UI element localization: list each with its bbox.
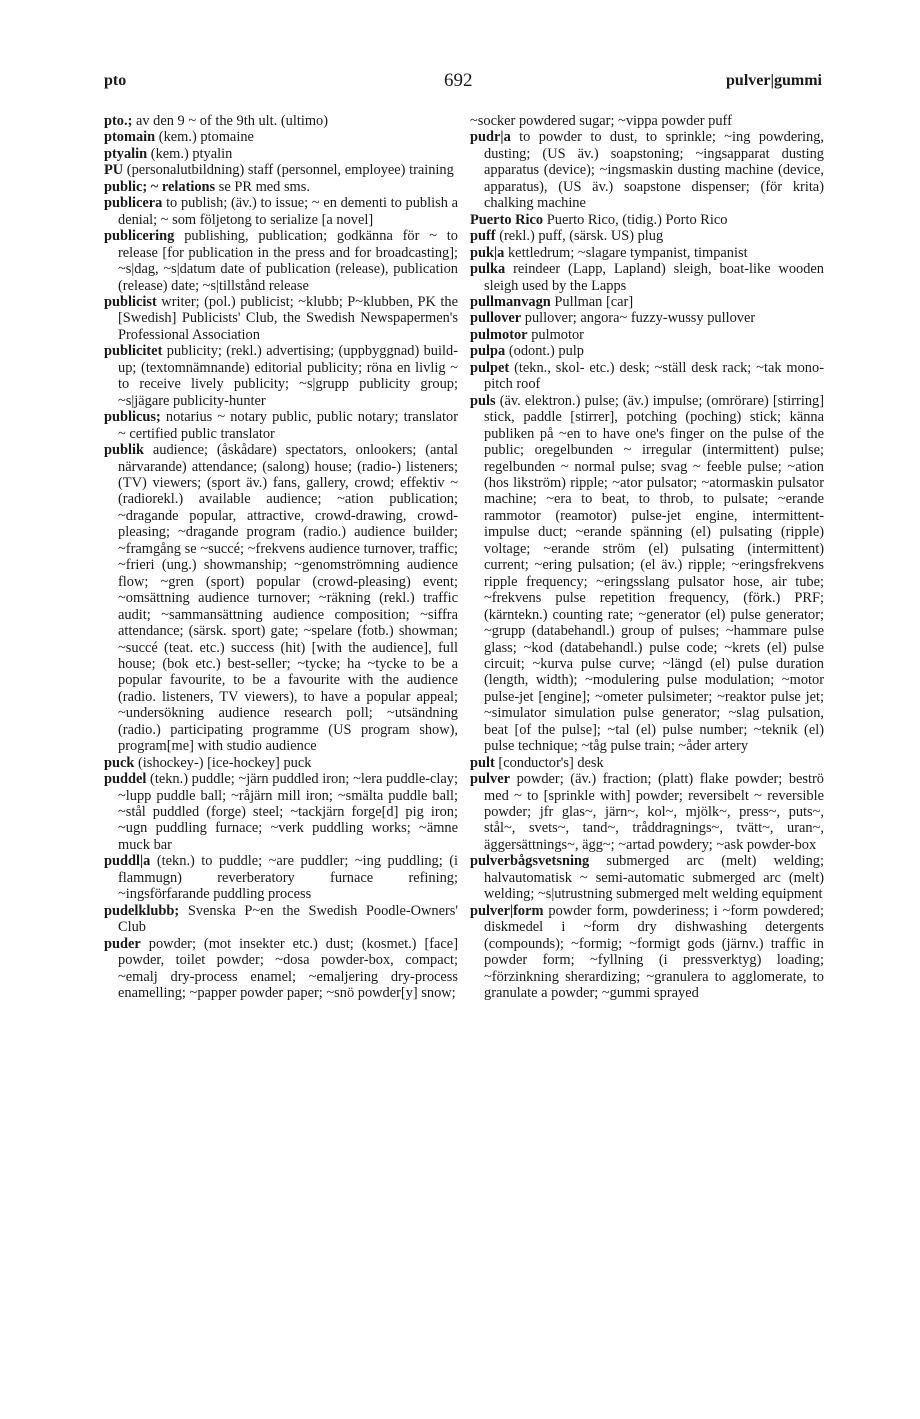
entry-definition: publishing, publication; godkänna för ~ to release [for publication in the press and for broadcasting]; ~s|dag, ~s|datum date of publication (release), publication (release) date; ~s|tillstånd release (118, 228, 458, 294)
entry-headword: publicering (104, 228, 175, 245)
entry-headword: ptyalin (104, 145, 148, 162)
dictionary-entry (104, 343, 458, 409)
entry-headword: pulka (470, 261, 506, 278)
entry-definition: [conductor's] desk (498, 754, 604, 771)
dictionary-entry (470, 771, 824, 853)
dictionary-entry (470, 129, 824, 211)
entry-headword: publicitet (104, 343, 163, 360)
entry-definition: pullover; angora~ fuzzy-wussy pullover (524, 310, 756, 327)
entry-headword: publicus; (104, 409, 161, 426)
entry-definition: Pullman [car] (554, 293, 634, 310)
entry-headword: puck (104, 754, 135, 771)
dictionary-entry (104, 162, 458, 178)
dictionary-entry (470, 113, 824, 129)
entry-definition: (tekn.) to puddle; ~are puddler; ~ing puddling; (i flammugn) reverberatory furnace refining; ~ingsförfarande puddling process (118, 853, 458, 903)
entry-headword: puk|a (470, 244, 505, 261)
entry-headword: puddl|a (104, 853, 151, 870)
dictionary-entry (104, 409, 458, 442)
entry-headword: puder (104, 935, 141, 952)
entry-headword: pudr|a (470, 129, 511, 146)
entry-headword: pulpa (470, 343, 506, 360)
entry-definition: Svenska P~en the Swedish Poodle-Owners' Club (118, 902, 458, 936)
entry-headword: puddel (104, 771, 147, 788)
entry-definition: reindeer (Lapp, Lapland) sleigh, boat-like wooden sleigh used by the Lapps (484, 261, 824, 294)
entry-definition: ~socker powdered sugar; ~vippa powder puff (470, 113, 732, 129)
entry-headword: Puerto Rico (470, 211, 544, 228)
right-guide-word: pulver|gummi (726, 72, 822, 89)
entry-definition: (personalutbildning) staff (personnel, employee) training (126, 162, 454, 179)
entry-definition: to powder to dust, to sprinkle; ~ing powdering, dusting; (US äv.) soapstoning; ~ingsapparat dusting apparatus (device); ~ingsmaskin dusting machine (device, apparatus), (US äv.) soapstone dispenser; (för krita) chalking machine (484, 129, 824, 212)
dictionary-entry (470, 343, 824, 359)
entry-definition: (odont.) pulp (508, 343, 584, 360)
entry-headword: publicera (104, 195, 163, 212)
dictionary-entry (470, 903, 824, 1002)
left-column (104, 113, 458, 1001)
entry-definition: (kem.) ptomaine (158, 129, 254, 146)
dictionary-entry (104, 755, 458, 771)
entry-definition: submerged arc (melt) welding; halvautomatisk ~ semi-automatic submerged arc (melt) welding; ~s|utrustning submerged melt welding equipment (484, 853, 824, 903)
dictionary-entry (104, 442, 458, 755)
dictionary-entry (104, 113, 458, 129)
dictionary-entry (470, 212, 824, 228)
entry-definition: powder; (mot insekter etc.) dust; (kosmet.) [face] powder, toilet powder; ~dosa powder-box, compact; ~emalj dry-process enamel; ~emaljering dry-process enamelling; ~papper powder paper; ~snö powder[y] snow; (118, 935, 458, 1002)
dictionary-entry (470, 245, 824, 261)
entry-headword: pulver|form (470, 902, 544, 919)
entry-definition: av den 9 ~ of the 9th ult. (ultimo) (136, 113, 329, 129)
entry-definition: powder; (äv.) fraction; (platt) flake powder; beströ med ~ to [sprinkle with] powder; reversibelt ~ reversible powder; jfr glas~, järn~, kol~, mjölk~, press~, puts~, stål~, svets~, tand~, tråddragnings~, tvätt~, uran~, äggersättnings~, ägg~; ~artad powdery; ~ask powder-box (484, 771, 824, 853)
entry-definition: (ishockey-) [ice-hockey] puck (138, 754, 312, 771)
entry-headword: pulpet (470, 359, 510, 376)
dictionary-entry (104, 195, 458, 228)
dictionary-entry (470, 853, 824, 902)
dictionary-entry (470, 294, 824, 310)
entry-definition: Puerto Rico, (tidig.) Porto Rico (546, 211, 728, 228)
dictionary-entry (104, 146, 458, 162)
entry-definition: (äv. elektron.) pulse; (äv.) impulse; (omrörare) [stirring] stick, paddle [stirrer], potching (poching) stick; känna publiken på ~en to have one's finger on the pulse of the public; oregelbunden ~ irregular (intermittent) pulse; regelbunden ~ normal pulse; svag ~ feeble pulse; ~ation (hos likström) ripple; ~ator pulsator; ~atormaskin pulsator machine; ~era to beat, to throb, to pulsate; ~erande rammotor (reamotor) pulse-jet engine, intermittent-impulse duct; ~erande spänning (el) pulsating (ripple) voltage; ~erande ström (el) pulsating (intermittent) current; ~ering pulsation; (el äv.) ripple; ~eringsfrekvens ripple frequency; ~eringsslang pulsator hose, air tube; ~frekvens pulse repetition frequency, (förk.) PRF; (kärntekn.) counting rate; ~generator (el) pulse generator; ~grupp (databehandl.) group of pulses; ~hammare pulse glass; ~kod (databehandl.) pulse code; ~krets (el) pulse circuit; ~kurva pulse curve; ~längd (el) pulse duration (length, width); ~modulering pulse modulation; ~motor pulse-jet [engine]; ~ometer pulsimeter; ~reaktor pulse jet; ~simulator simulation pulse generator; ~slag pulsation, beat [of the pulse]; ~tal (el) pulse number; ~teknik (el) pulse technique; ~tåg pulse train; ~åder artery (484, 392, 825, 755)
dictionary-entry (104, 936, 458, 1002)
entry-definition: to publish; (äv.) to issue; ~ en dementi to publish a denial; ~ som följetong to serialize [a novel] (118, 195, 458, 228)
entry-definition: notarius ~ notary public, public notary; translator ~ certified public translator (118, 409, 458, 442)
entry-headword: pulmotor (470, 326, 528, 343)
entry-definition: se PR med sms. (218, 178, 310, 195)
entry-headword: pudelklubb; (104, 902, 180, 919)
page-number: 692 (444, 70, 473, 91)
dictionary-entry (470, 327, 824, 343)
entry-headword: pullmanvagn (470, 293, 551, 310)
entry-definition: (rekl.) puff, (särsk. US) plug (499, 228, 664, 245)
entry-definition: writer; (pol.) publicist; ~klubb; P~klubben, PK the [Swedish] Publicists' Club, the Swedish Newspapermen's Professional Association (118, 293, 458, 343)
entry-headword: publik (104, 442, 145, 459)
dictionary-entry (470, 228, 824, 244)
dictionary-entry (470, 393, 824, 755)
entry-headword: pult (470, 754, 495, 771)
entry-definition: (tekn., skol- etc.) desk; ~ställ desk rack; ~tak mono-pitch roof (484, 359, 824, 393)
dictionary-entry (104, 179, 458, 195)
entry-headword: pulverbågsvetsning (470, 853, 590, 870)
dictionary-entry (104, 129, 458, 145)
entry-definition: (tekn.) puddle; ~järn puddled iron; ~lera puddle-clay; ~lupp puddle ball; ~råjärn mill iron; ~smälta puddle ball; ~stål puddled (forge) steel; ~tackjärn forge[d] pig iron; ~ugn puddling furnace; ~verk puddling works; ~ämne muck bar (118, 771, 458, 853)
dictionary-entry (104, 294, 458, 343)
entry-definition: publicity; (rekl.) advertising; (uppbyggnad) build-up; (textomnämnande) editorial publicity; röna en livlig ~ to receive lively publicity; ~s|grupp publicity group; ~s|jägare publicity-hunter (118, 343, 458, 409)
dictionary-entry (104, 903, 458, 936)
entry-headword: public; ~ relations (104, 178, 216, 195)
entry-headword: puff (470, 228, 496, 245)
dictionary-entry (470, 360, 824, 393)
entry-definition: pulmotor (531, 326, 584, 343)
entry-definition: powder form, powderiness; i ~form powdered; diskmedel i ~form dry dishwashing detergents (compounds); ~formig; ~formigt gods (järnv.) traffic in powder form; ~fyllning (i pressverktyg) loading; ~förzinkning sherardizing; ~granulera to agglomerate, to granulate a powder; ~gummi sprayed (484, 902, 824, 1002)
right-column (470, 113, 824, 1001)
entry-definition: audience; (åskådare) spectators, onlookers; (antal närvarande) attendance; (salong) house; (radio-) listeners; (TV) viewers; (sport äv.) fans, gallery, crowd; effektiv ~ (radiorekl.) available audience; ~ation publication; ~dragande popular, attractive, crowd-drawing, crowd-pleasing; ~dragande program (radio.) audience builder; ~framgång se ~succé; ~frekvens audience turnover, traffic; ~frieri (ung.) showmanship; ~genomströmning audience flow; ~gren (sport) popular (crowd-pleasing) event; ~omsättning audience turnover; ~räkning (rekl.) traffic audit; ~sammansättning audience composition; ~siffra attendance; (särsk. sport) gate; ~spelare (fotb.) showman; ~succé (teat. etc.) success (hit) [with the audience], full house; (bok etc.) best-seller; ~tycke; ha ~tycke to be a popular favourite, to be a favourite with the audience (radio. listeners, TV viewers), to have a popular appeal; ~undersökning audience research poll; ~utsändning (radio.) participating programme (US program show), program[me] with studio audience (118, 442, 458, 755)
dictionary-entry (104, 771, 458, 853)
entry-definition: kettledrum; ~slagare tympanist, timpanist (507, 244, 748, 261)
dictionary-entry (470, 261, 824, 294)
entry-headword: pto.; (104, 113, 133, 129)
entry-headword: pulver (470, 771, 510, 788)
left-guide-word: pto (104, 72, 127, 89)
entry-headword: publicist (104, 293, 157, 310)
entry-headword: PU (104, 162, 124, 179)
entry-headword: pullover (470, 310, 522, 327)
entry-headword: ptomain (104, 129, 156, 146)
dictionary-entry (104, 228, 458, 294)
entry-definition: (kem.) ptyalin (150, 145, 233, 162)
dictionary-entry (104, 853, 458, 902)
dictionary-entry (470, 755, 824, 771)
dictionary-entry (470, 310, 824, 326)
entry-headword: puls (470, 392, 496, 409)
